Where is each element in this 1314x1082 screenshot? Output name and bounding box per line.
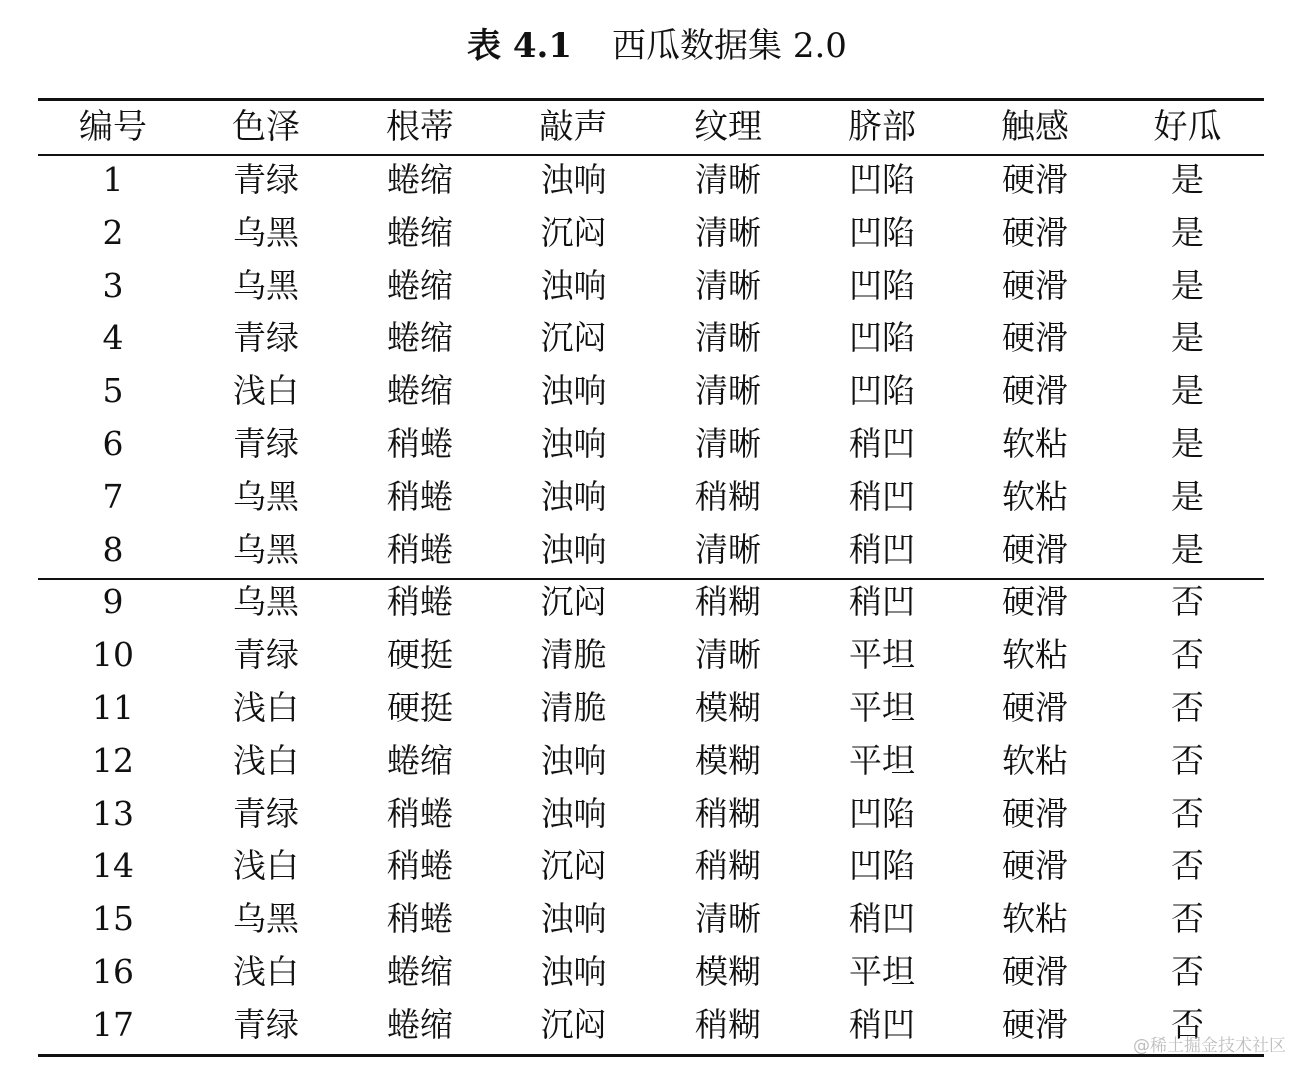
table-row: [38, 154, 1264, 207]
table-cell: 否: [1171, 635, 1204, 675]
table-cell: 浅白: [233, 687, 299, 727]
table-cell: 浊响: [540, 951, 607, 991]
table-row: [38, 682, 1264, 735]
table-cell: 浊响: [540, 265, 607, 305]
table-cell: 11: [92, 687, 134, 727]
table-row: [38, 524, 1264, 577]
table-cell: 浊响: [540, 899, 607, 939]
table-row: [38, 735, 1264, 788]
table-cell: 清脆: [540, 687, 607, 727]
column-header: 编号: [79, 107, 147, 147]
table-row: [38, 788, 1264, 841]
table-cell: 是: [1171, 423, 1204, 463]
data-table: [38, 101, 1264, 1052]
table-cell: 否: [1171, 740, 1204, 780]
table-cell: 凹陷: [849, 212, 915, 252]
column-header: 纹理: [694, 107, 762, 147]
table-cell: 是: [1171, 371, 1204, 411]
table-cell: 16: [92, 951, 134, 991]
table-cell: 稍蜷: [387, 582, 453, 622]
table-cell: 蜷缩: [387, 160, 453, 199]
table-cell: 3: [102, 265, 124, 305]
watermark: @稀土掘金技术社区: [1133, 1036, 1286, 1056]
table-cell: 硬滑: [1002, 318, 1068, 358]
table-row: [38, 471, 1264, 524]
table-cell: 17: [92, 1004, 134, 1044]
table-cell: 是: [1171, 529, 1204, 569]
table-cell: 浊响: [540, 476, 607, 516]
table-cell: 否: [1171, 582, 1204, 622]
table-cell: 乌黑: [233, 582, 299, 622]
table-cell: 浊响: [540, 423, 607, 463]
table-cell: 青绿: [233, 423, 299, 463]
table-cell: 硬滑: [1002, 529, 1068, 569]
table-cell: 平坦: [849, 740, 915, 780]
table-cell: 稍糊: [695, 476, 761, 516]
table-cell: 稍糊: [695, 846, 761, 886]
table-cell: 硬挺: [387, 635, 453, 675]
table-cell: 13: [92, 793, 134, 833]
table-cell: 6: [102, 423, 124, 463]
table-row: [38, 840, 1264, 893]
table-cell: 硬滑: [1002, 951, 1068, 991]
table-cell: 否: [1171, 1004, 1204, 1044]
table-cell: 稍凹: [849, 1004, 915, 1044]
table-cell: 稍蜷: [387, 423, 453, 463]
table-cell: 蜷缩: [387, 1004, 453, 1044]
table-cell: 清晰: [695, 635, 761, 675]
table-cell: 稍蜷: [387, 846, 453, 886]
table-caption: [0, 20, 1314, 72]
table-row: [38, 576, 1264, 629]
table-cell: 硬滑: [1002, 582, 1068, 622]
table-cell: 4: [102, 318, 124, 358]
table-cell: 沉闷: [540, 212, 607, 252]
table-cell: 硬滑: [1002, 1004, 1068, 1044]
table-cell: 10: [92, 635, 134, 675]
table-cell: 平坦: [849, 687, 915, 727]
table-cell: 浊响: [540, 793, 607, 833]
table-cell: 稍蜷: [387, 529, 453, 569]
table-cell: 否: [1171, 793, 1204, 833]
table-cell: 硬滑: [1002, 160, 1068, 199]
table-row: [38, 999, 1264, 1052]
table-cell: 浅白: [233, 740, 299, 780]
table-cell: 稍蜷: [387, 476, 453, 516]
table-row: [38, 418, 1264, 471]
table-cell: 稍凹: [849, 899, 915, 939]
table-cell: 凹陷: [849, 846, 915, 886]
table-cell: 5: [102, 371, 124, 411]
table-cell: 凹陷: [849, 793, 915, 833]
table-cell: 硬滑: [1002, 212, 1068, 252]
table-cell: 蜷缩: [387, 265, 453, 305]
table-cell: 硬滑: [1002, 687, 1068, 727]
table-cell: 硬挺: [387, 687, 453, 727]
table-cell: 稍凹: [849, 423, 915, 463]
table-cell: 沉闷: [540, 582, 607, 622]
table-cell: 清晰: [695, 265, 761, 305]
column-header: 触感: [1001, 107, 1069, 147]
table-cell: 9: [102, 582, 124, 622]
bottom-rule: [38, 1054, 1264, 1057]
table-cell: 清晰: [695, 423, 761, 463]
table-cell: 蜷缩: [387, 318, 453, 358]
table-cell: 1: [102, 160, 124, 199]
table-row: [38, 312, 1264, 365]
table-cell: 青绿: [233, 635, 299, 675]
table-cell: 硬滑: [1002, 265, 1068, 305]
table-cell: 是: [1171, 476, 1204, 516]
table-row: [38, 260, 1264, 313]
table-cell: 2: [102, 212, 124, 252]
table-body: [38, 154, 1264, 1052]
table-cell: 沉闷: [540, 318, 607, 358]
table-cell: 清脆: [540, 635, 607, 675]
table-row: [38, 946, 1264, 999]
table-cell: 浊响: [540, 529, 607, 569]
table-cell: 乌黑: [233, 265, 299, 305]
table-cell: 沉闷: [540, 846, 607, 886]
table-row: [38, 207, 1264, 260]
table-cell: 凹陷: [849, 160, 915, 199]
table-cell: 清晰: [695, 160, 761, 199]
table-cell: 软粘: [1002, 635, 1068, 675]
table-cell: 稍糊: [695, 793, 761, 833]
table-cell: 青绿: [233, 318, 299, 358]
table-cell: 蜷缩: [387, 740, 453, 780]
table-cell: 沉闷: [540, 1004, 607, 1044]
table-cell: 是: [1171, 265, 1204, 305]
table-cell: 8: [102, 529, 124, 569]
table-cell: 模糊: [695, 740, 761, 780]
table-cell: 是: [1171, 318, 1204, 358]
table-cell: 15: [92, 899, 134, 939]
table-cell: 浅白: [233, 371, 299, 411]
table-cell: 平坦: [849, 635, 915, 675]
column-header: 脐部: [848, 107, 916, 147]
table-cell: 14: [92, 846, 134, 886]
column-header: 色泽: [232, 107, 300, 147]
table-cell: 清晰: [695, 371, 761, 411]
table-cell: 模糊: [695, 687, 761, 727]
table-cell: 蜷缩: [387, 212, 453, 252]
table-cell: 硬滑: [1002, 793, 1068, 833]
table-cell: 凹陷: [849, 265, 915, 305]
table-cell: 稍凹: [849, 582, 915, 622]
table-cell: 青绿: [233, 160, 299, 199]
caption-title: 西瓜数据集 2.0: [612, 26, 847, 66]
table-cell: 蜷缩: [387, 951, 453, 991]
table-cell: 清晰: [695, 899, 761, 939]
table-row: [38, 629, 1264, 682]
header-row: [38, 101, 1264, 154]
table-row: [38, 365, 1264, 418]
table-cell: 浊响: [540, 371, 607, 411]
table-cell: 是: [1171, 212, 1204, 252]
table-cell: 稍凹: [849, 529, 915, 569]
table-cell: 青绿: [233, 793, 299, 833]
table-cell: 7: [102, 476, 124, 516]
table-cell: 否: [1171, 899, 1204, 939]
table-cell: 平坦: [849, 951, 915, 991]
table-cell: 浅白: [233, 846, 299, 886]
table-cell: 稍糊: [695, 582, 761, 622]
table-cell: 12: [92, 740, 134, 780]
table-cell: 清晰: [695, 212, 761, 252]
table-cell: 浊响: [540, 740, 607, 780]
table-row: [38, 893, 1264, 946]
table-cell: 凹陷: [849, 371, 915, 411]
table-cell: 软粘: [1002, 423, 1068, 463]
table-cell: 清晰: [695, 318, 761, 358]
table-cell: 乌黑: [233, 899, 299, 939]
table-cell: 软粘: [1002, 740, 1068, 780]
table-cell: 稍糊: [695, 1004, 761, 1044]
table-cell: 模糊: [695, 951, 761, 991]
table-cell: 浊响: [540, 160, 607, 199]
table-cell: 硬滑: [1002, 846, 1068, 886]
table-cell: 否: [1171, 951, 1204, 991]
table-cell: 浅白: [233, 951, 299, 991]
table-cell: 蜷缩: [387, 371, 453, 411]
table-cell: 青绿: [233, 1004, 299, 1044]
table-cell: 稍蜷: [387, 793, 453, 833]
table-cell: 乌黑: [233, 476, 299, 516]
column-header: 敲声: [539, 107, 608, 147]
table-cell: 软粘: [1002, 899, 1068, 939]
table-cell: 是: [1171, 160, 1204, 199]
table-cell: 软粘: [1002, 476, 1068, 516]
table-cell: 否: [1171, 846, 1204, 886]
table-cell: 乌黑: [233, 529, 299, 569]
table-cell: 稍蜷: [387, 899, 453, 939]
column-header: 好瓜: [1153, 107, 1222, 147]
table-cell: 凹陷: [849, 318, 915, 358]
table-cell: 稍凹: [849, 476, 915, 516]
caption-label: 表 4.1: [467, 26, 573, 66]
column-header: 根蒂: [386, 107, 454, 147]
table-cell: 硬滑: [1002, 371, 1068, 411]
table-cell: 乌黑: [233, 212, 299, 252]
table-cell: 清晰: [695, 529, 761, 569]
table-cell: 否: [1171, 687, 1204, 727]
